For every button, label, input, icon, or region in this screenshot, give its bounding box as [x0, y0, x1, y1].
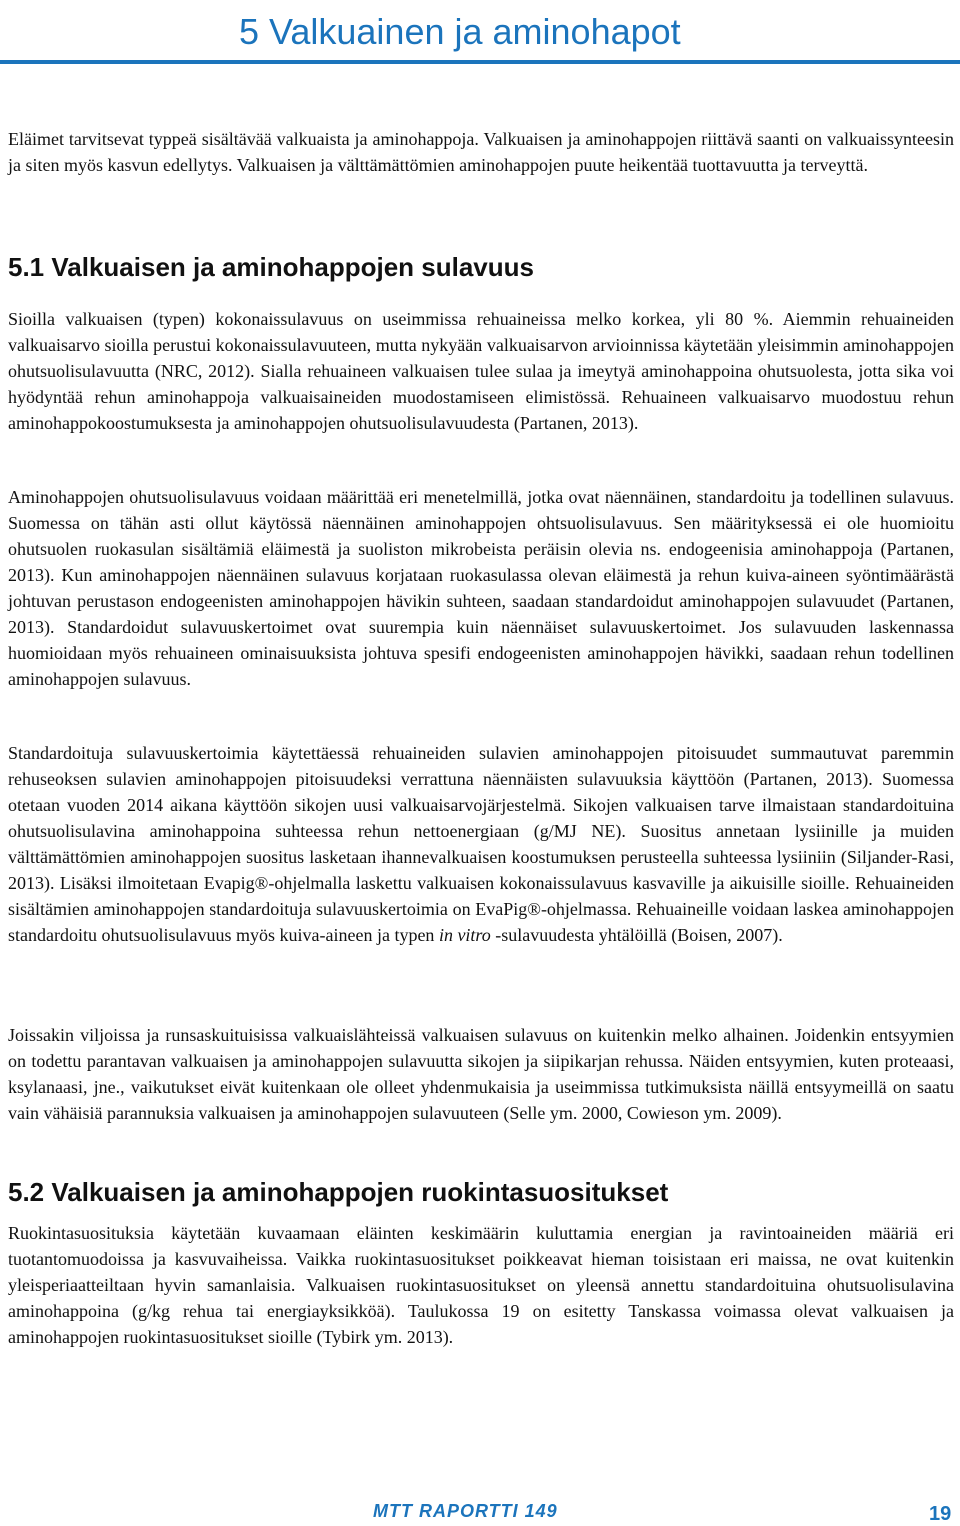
chapter-title-divider — [0, 60, 960, 64]
paragraph-enzymes: Joissakin viljoissa ja runsaskuituisissa valkuaislähteissä valkuaisen sulavuus on kuitenkin melko alhainen. Joidenkin entsyymien on todettu parantavan valkuaisen ja aminohappojen sulavuutta sikojen ja siipikarjan rehussa. Näiden entsyymien, kuten proteaasi, ksylanaasi, jne., vaikutukset eivät kuitenkaan ole olleet yhdenmukaisia ja useimmissa tutkimuksista näillä entsyymeillä on saatu vain vähäisiä parannuksia valkuaisen ja aminohappojen sulavuuteen (Selle ym. 2000, Cowieson ym. 2009). — [8, 1025, 954, 1123]
paragraph-feeding-recommendations: Ruokintasuosituksia käytetään kuvaamaan eläinten keskimäärin kuluttamia energian ja ravintoaineiden määriä eri tuotantomuodoissa ja kasvuvaiheissa. Vaikka ruokintasuositukset poikkeavat hieman toisistaan eri maissa, ne ovat kuitenkin yleisperiaatteiltaan hyvin samanlaisia. Valkuaisen ruokintasuositukset on yleensä annettu standardoituina ohutsuolisulavina aminohappoina (g/kg rehua tai energiayksikköä). Taulukossa 19 on esitetty Tanskassa voimassa olevat valkuaisen ja aminohappojen ruokintasuositukset sioille (Tybirk ym. 2013). — [8, 1223, 954, 1347]
paragraph-standardized-coefficients — [8, 740, 954, 948]
paragraph-text-part: -sulavuudesta yhtälöillä (Boisen, 2007). — [490, 925, 783, 945]
intro-paragraph: Eläimet tarvitsevat typpeä sisältävää valkuaista ja aminohappoja. Valkuaisen ja aminohappojen riittävä saanti on valkuaissynteesin ja siten myös kasvun edellytys. Valkuaisen ja välttämättömien aminohappojen puute heikentää tuottavuutta ja terveyttä. — [8, 129, 954, 175]
footer-report-label: MTT RAPORTTI 149 — [373, 1501, 558, 1521]
paragraph-digestibility-methods: Aminohappojen ohutsuolisulavuus voidaan määrittää eri menetelmillä, jotka ovat näennäinen, standardoitu ja todellinen sulavuus. Suomessa on tähän asti ollut käytössä näennäinen aminohappojen ohtsuolisulavuus. Sen määrityksessä ei ole huomioitu ohutsuolen ruokasulan sisältämiä eläimestä ja suoliston mikrobeista peräisin olevia ns. endogeenisia aminohappoja (Partanen, 2013). Kun aminohappojen näennäinen sulavuus korjataan ruokasulassa olevan eläimestä ja rehun kuiva-aineen syöntimäärästä johtuvan perustason endogeenisten aminohappojen hävikin suhteen, saadaan standardoidut aminohappojen sulavuudet (Partanen, 2013). Standardoidut sulavuuskertoimet ovat suurempia kuin näennäiset sulavuuskertoimet. Jos sulavuuden laskennassa huomioidaan myös rehuaineen ominaisuuksista johtuva spesifi endogeenisten aminohappojen hävikki, saadaan rehun todellinen aminohappojen sulavuus. — [8, 487, 954, 689]
paragraph-text-part: Standardoituja sulavuuskertoimia käytettäessä rehuaineiden sulavien aminohappojen pitoisuudet summautuvat paremmin rehuseoksen sulavien aminohappojen pitoisuudeksi verrattuna näennäisten sulavuuksia käyttöön (Partanen, 2013). Suomessa otetaan vuoden 2014 aikana käyttöön sikojen uusi valkuaisarvojärjestelmä. Sikojen valkuaisen tarve ilmaistaan standardoituina ohutsuolisulavina aminohappoina suhteessa rehun nettoenergiaan (g/MJ NE). Suositus annetaan lysiinille ja muiden välttämättömien aminohappojen suositus lasketaan ihannevalkuaisen koostumuksen perusteella suhteessa lysiiniin (Siljander-Rasi, 2013). Lisäksi ilmoitetaan Evapig®-ohjelmalla laskettu valkuaisen kokonaissulavuus kasvaville ja aikuisille sioille. Rehuaineiden sisältämien aminohappojen standardoituja sulavuuskertoimia on EvaPig®-ohjelmassa. Rehuaineille voidaan laskea aminohappojen standardoitu ohutsuolisulavuus myös kuiva-aineen ja typen — [8, 743, 954, 945]
page-number: 19 — [929, 1503, 952, 1525]
section-heading-5-2: 5.2 Valkuaisen ja aminohappojen ruokintasuositukset — [8, 1177, 669, 1207]
paragraph-digestibility-overview: Sioilla valkuaisen (typen) kokonaissulavuus on useimmissa rehuaineissa melko korkea, yli 80 %. Aiemmin rehuaineiden valkuaisarvo sioilla perustui kokonaissulavuuteen, mutta nykyään valkuaisarvon arvioinnissa käytetään yleisimmin aminohappojen ohutsuolisulavuutta (NRC, 2012). Sialla rehuaineen valkuaisen tulee sulaa ja imeytyä aminohappoina ohutsuolesta, jotta sika voi hyödyntää rehun aminohappoja valkuaisaineiden muodostamiseen elimistössä. Rehuaineen valkuaisarvo muodostuu rehun aminohappokoostumuksesta ja aminohappojen ohutsuolisulavuudesta (Partanen, 2013). — [8, 309, 954, 433]
italic-term: in vitro — [438, 925, 491, 945]
chapter-title: 5 Valkuainen ja aminohapot — [239, 11, 681, 52]
section-heading-5-1: 5.1 Valkuaisen ja aminohappojen sulavuus — [8, 252, 534, 282]
